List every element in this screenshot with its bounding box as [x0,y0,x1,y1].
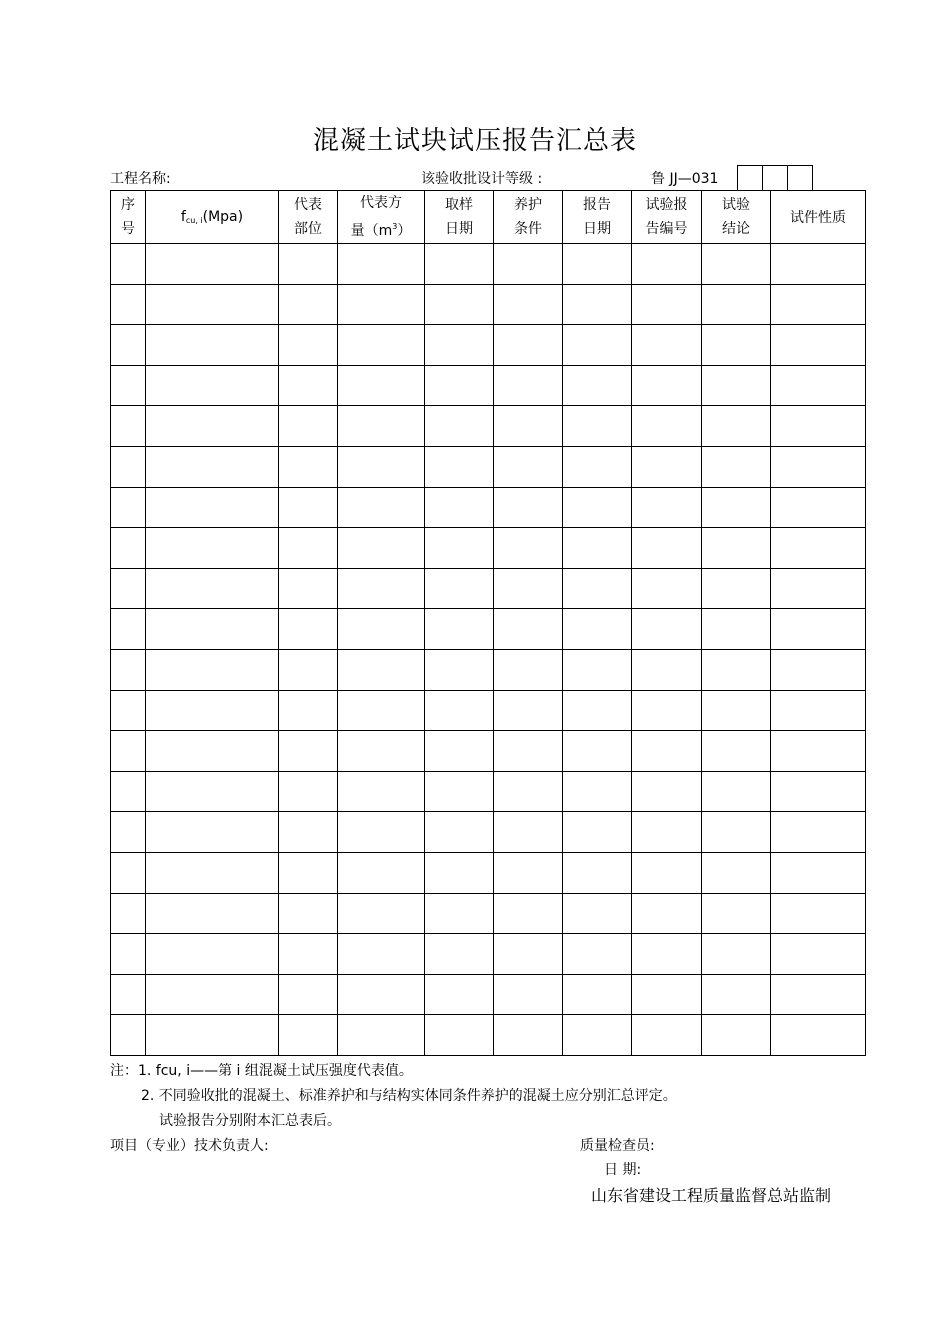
table-cell[interactable] [632,284,702,325]
table-cell[interactable] [425,893,494,934]
table-cell[interactable] [425,528,494,569]
table-cell[interactable] [563,690,632,731]
table-cell[interactable] [702,1015,771,1056]
table-cell[interactable] [632,487,702,528]
table-cell[interactable] [111,1015,146,1056]
table-cell[interactable] [702,244,771,285]
table-cell[interactable] [146,731,279,772]
table-cell[interactable] [425,568,494,609]
table-cell[interactable] [279,893,338,934]
form-code: 鲁 JJ—031 [651,171,719,187]
table-cell[interactable] [771,893,866,934]
table-cell[interactable] [111,852,146,893]
table-cell[interactable] [111,284,146,325]
table-cell[interactable] [111,365,146,406]
table-cell[interactable] [563,244,632,285]
table-cell[interactable] [494,609,563,650]
table-cell[interactable] [338,812,425,853]
table-cell[interactable] [146,649,279,690]
table-cell[interactable] [425,365,494,406]
table-cell[interactable] [279,284,338,325]
table-cell[interactable] [425,325,494,366]
table-cell[interactable] [632,568,702,609]
table-cell[interactable] [632,649,702,690]
table-cell[interactable] [279,528,338,569]
table-cell[interactable] [771,812,866,853]
table-cell[interactable] [632,812,702,853]
table-cell[interactable] [338,406,425,447]
table-cell[interactable] [563,974,632,1015]
table-cell[interactable] [279,731,338,772]
table-cell[interactable] [146,609,279,650]
table-cell[interactable] [279,244,338,285]
table-cell[interactable] [494,893,563,934]
table-cell[interactable] [279,446,338,487]
table-cell[interactable] [494,1015,563,1056]
table-cell[interactable] [702,934,771,975]
table-cell[interactable] [111,771,146,812]
table-cell[interactable] [563,365,632,406]
table-cell[interactable] [338,244,425,285]
table-cell[interactable] [771,934,866,975]
table-cell[interactable] [771,365,866,406]
table-cell[interactable] [702,568,771,609]
table-cell[interactable] [425,974,494,1015]
table-cell[interactable] [702,325,771,366]
table-cell[interactable] [338,649,425,690]
table-row [111,487,866,528]
issuer-footer: 山东省建设工程质量监督总站监制 [591,1186,832,1205]
table-row [111,284,866,325]
table-cell[interactable] [494,649,563,690]
table-cell[interactable] [111,528,146,569]
table-cell[interactable] [563,446,632,487]
table-cell[interactable] [702,609,771,650]
table-cell[interactable] [338,1015,425,1056]
code-box [763,166,788,190]
table-cell[interactable] [702,487,771,528]
table-cell[interactable] [338,731,425,772]
table-cell[interactable] [425,609,494,650]
table-cell[interactable] [563,731,632,772]
table-cell[interactable] [146,893,279,934]
table-row [111,649,866,690]
table-cell[interactable] [494,284,563,325]
inspector-signature-label: 质量检查员: [580,1138,655,1154]
table-cell[interactable] [771,609,866,650]
table-cell[interactable] [563,284,632,325]
table-cell[interactable] [771,325,866,366]
table-cell[interactable] [702,974,771,1015]
table-cell[interactable] [702,649,771,690]
table-cell[interactable] [338,934,425,975]
table-cell[interactable] [146,528,279,569]
table-cell[interactable] [494,852,563,893]
table-cell[interactable] [111,609,146,650]
table-cell[interactable] [425,771,494,812]
col-header-report-date: 报告 日期 [563,191,632,244]
table-cell[interactable] [494,934,563,975]
form-code-boxes [737,165,813,191]
table-cell[interactable] [632,974,702,1015]
table-cell[interactable] [771,528,866,569]
table-cell[interactable] [632,325,702,366]
table-cell[interactable] [771,244,866,285]
table-cell[interactable] [702,528,771,569]
table-cell[interactable] [425,406,494,447]
table-cell[interactable] [632,244,702,285]
table-cell[interactable] [338,609,425,650]
table-cell[interactable] [632,528,702,569]
table-cell[interactable] [146,446,279,487]
table-cell[interactable] [338,325,425,366]
table-cell[interactable] [146,974,279,1015]
table-cell[interactable] [279,934,338,975]
table-cell[interactable] [111,244,146,285]
table-cell[interactable] [279,812,338,853]
table-cell[interactable] [111,487,146,528]
table-cell[interactable] [563,609,632,650]
col-header-curing: 养护 条件 [494,191,563,244]
table-cell[interactable] [425,244,494,285]
table-cell[interactable] [702,690,771,731]
table-cell[interactable] [425,690,494,731]
table-cell[interactable] [425,731,494,772]
table-row [111,568,866,609]
table-cell[interactable] [494,365,563,406]
table-cell[interactable] [702,446,771,487]
table-cell[interactable] [632,365,702,406]
table-cell[interactable] [146,365,279,406]
col-header-report-no: 试验报 告编号 [632,191,702,244]
table-cell[interactable] [279,609,338,650]
table-cell[interactable] [111,568,146,609]
table-cell[interactable] [146,487,279,528]
table-cell[interactable] [771,974,866,1015]
table-cell[interactable] [632,406,702,447]
table-cell[interactable] [702,406,771,447]
table-cell[interactable] [146,1015,279,1056]
table-cell[interactable] [563,771,632,812]
table-cell[interactable] [279,690,338,731]
table-cell[interactable] [279,649,338,690]
table-cell[interactable] [425,446,494,487]
table-cell[interactable] [146,568,279,609]
table-cell[interactable] [146,406,279,447]
table-cell[interactable] [279,852,338,893]
table-cell[interactable] [338,528,425,569]
table-cell[interactable] [632,609,702,650]
table-cell[interactable] [632,771,702,812]
table-cell[interactable] [702,893,771,934]
table-cell[interactable] [279,365,338,406]
note-2: 2. 不同验收批的混凝土、标准养护和与结构实体同条件养护的混凝土应分别汇总评定。 [141,1088,677,1104]
table-cell[interactable] [279,1015,338,1056]
table-row [111,365,866,406]
table-cell[interactable] [563,893,632,934]
table-cell[interactable] [632,934,702,975]
table-cell[interactable] [702,284,771,325]
table-cell[interactable] [425,812,494,853]
table-cell[interactable] [338,365,425,406]
table-cell[interactable] [146,244,279,285]
table-cell[interactable] [494,528,563,569]
table-cell[interactable] [425,934,494,975]
table-cell[interactable] [771,731,866,772]
table-cell[interactable] [494,446,563,487]
design-grade-label: 该验收批设计等级 : [421,171,543,187]
table-row [111,325,866,366]
col-header-part: 代表 部位 [279,191,338,244]
table-cell[interactable] [771,284,866,325]
table-cell[interactable] [632,446,702,487]
table-cell[interactable] [279,325,338,366]
table-cell[interactable] [494,244,563,285]
table-cell[interactable] [146,690,279,731]
table-cell[interactable] [279,568,338,609]
code-box [738,166,763,190]
table-cell[interactable] [146,934,279,975]
table-cell[interactable] [111,649,146,690]
table-cell[interactable] [702,731,771,772]
table-cell[interactable] [494,406,563,447]
table-row [111,771,866,812]
table-cell[interactable] [494,812,563,853]
table-cell[interactable] [279,487,338,528]
col-header-sample-date: 取样 日期 [425,191,494,244]
table-cell[interactable] [563,649,632,690]
table-cell[interactable] [338,446,425,487]
table-cell[interactable] [146,852,279,893]
table-row [111,852,866,893]
project-name-label: 工程名称: [110,171,171,187]
note-1: 注：1. fcu, i——第 i 组混凝土试压强度代表值。 [110,1063,413,1079]
table-cell[interactable] [494,690,563,731]
table-cell[interactable] [111,812,146,853]
page-title: 混凝土试块试压报告汇总表 [312,126,637,156]
table-row [111,244,866,285]
col-header-seq: 序 号 [111,191,146,244]
table-cell[interactable] [632,690,702,731]
table-header-row [111,191,866,244]
table-cell[interactable] [146,771,279,812]
table-cell[interactable] [425,649,494,690]
table-cell[interactable] [494,487,563,528]
table-cell[interactable] [563,325,632,366]
table-cell[interactable] [111,325,146,366]
table-cell[interactable] [279,974,338,1015]
table-cell[interactable] [563,487,632,528]
table-cell[interactable] [771,406,866,447]
table-cell[interactable] [563,934,632,975]
col-header-conclusion: 试验 结论 [702,191,771,244]
table-cell[interactable] [111,406,146,447]
table-cell[interactable] [632,852,702,893]
table-row [111,934,866,975]
summary-table [110,190,866,1056]
table-cell[interactable] [338,690,425,731]
table-cell[interactable] [563,812,632,853]
table-row [111,609,866,650]
table-cell[interactable] [338,568,425,609]
table-cell[interactable] [771,690,866,731]
table-cell[interactable] [338,487,425,528]
table-cell[interactable] [563,568,632,609]
table-cell[interactable] [111,731,146,772]
table-cell[interactable] [632,1015,702,1056]
table-cell[interactable] [338,893,425,934]
col-header-nature: 试件性质 [771,191,866,244]
table-cell[interactable] [425,284,494,325]
table-cell[interactable] [146,325,279,366]
table-cell[interactable] [494,974,563,1015]
note-3: 试验报告分别附本汇总表后。 [159,1113,341,1129]
table-cell[interactable] [771,852,866,893]
table-cell[interactable] [771,568,866,609]
table-row [111,812,866,853]
table-cell[interactable] [494,325,563,366]
table-cell[interactable] [279,406,338,447]
table-cell[interactable] [563,528,632,569]
table-cell[interactable] [632,893,702,934]
table-cell[interactable] [338,771,425,812]
table-cell[interactable] [111,446,146,487]
table-cell[interactable] [425,852,494,893]
table-cell[interactable] [111,690,146,731]
table-cell[interactable] [338,284,425,325]
table-cell[interactable] [111,934,146,975]
table-cell[interactable] [494,771,563,812]
table-cell[interactable] [702,852,771,893]
table-cell[interactable] [563,406,632,447]
table-cell[interactable] [146,284,279,325]
code-box [788,166,812,190]
table-cell[interactable] [111,974,146,1015]
table-cell[interactable] [771,446,866,487]
table-row [111,893,866,934]
date-label: 日 期: [604,1162,642,1178]
table-row [111,974,866,1015]
table-cell[interactable] [425,487,494,528]
table-row [111,690,866,731]
tech-lead-signature-label: 项目（专业）技术负责人: [110,1138,269,1154]
table-row [111,528,866,569]
table-cell[interactable] [425,1015,494,1056]
table-cell[interactable] [771,771,866,812]
table-cell[interactable] [771,1015,866,1056]
table-row [111,1015,866,1056]
table-cell[interactable] [771,487,866,528]
table-cell[interactable] [338,852,425,893]
table-cell[interactable] [702,365,771,406]
table-cell[interactable] [702,812,771,853]
table-cell[interactable] [146,812,279,853]
table-cell[interactable] [338,974,425,1015]
col-header-fcu: $f_{cu, i}(Mpa)$ [146,191,279,244]
table-cell[interactable] [632,731,702,772]
table-row [111,406,866,447]
table-cell[interactable] [563,852,632,893]
table-cell[interactable] [563,1015,632,1056]
table-cell[interactable] [494,568,563,609]
col-header-volume: 代表方 量$(m^3)$ [338,191,425,244]
table-cell[interactable] [702,771,771,812]
table-row [111,731,866,772]
table-cell[interactable] [279,771,338,812]
table-cell[interactable] [771,649,866,690]
table-row [111,446,866,487]
table-cell[interactable] [111,893,146,934]
table-cell[interactable] [494,731,563,772]
